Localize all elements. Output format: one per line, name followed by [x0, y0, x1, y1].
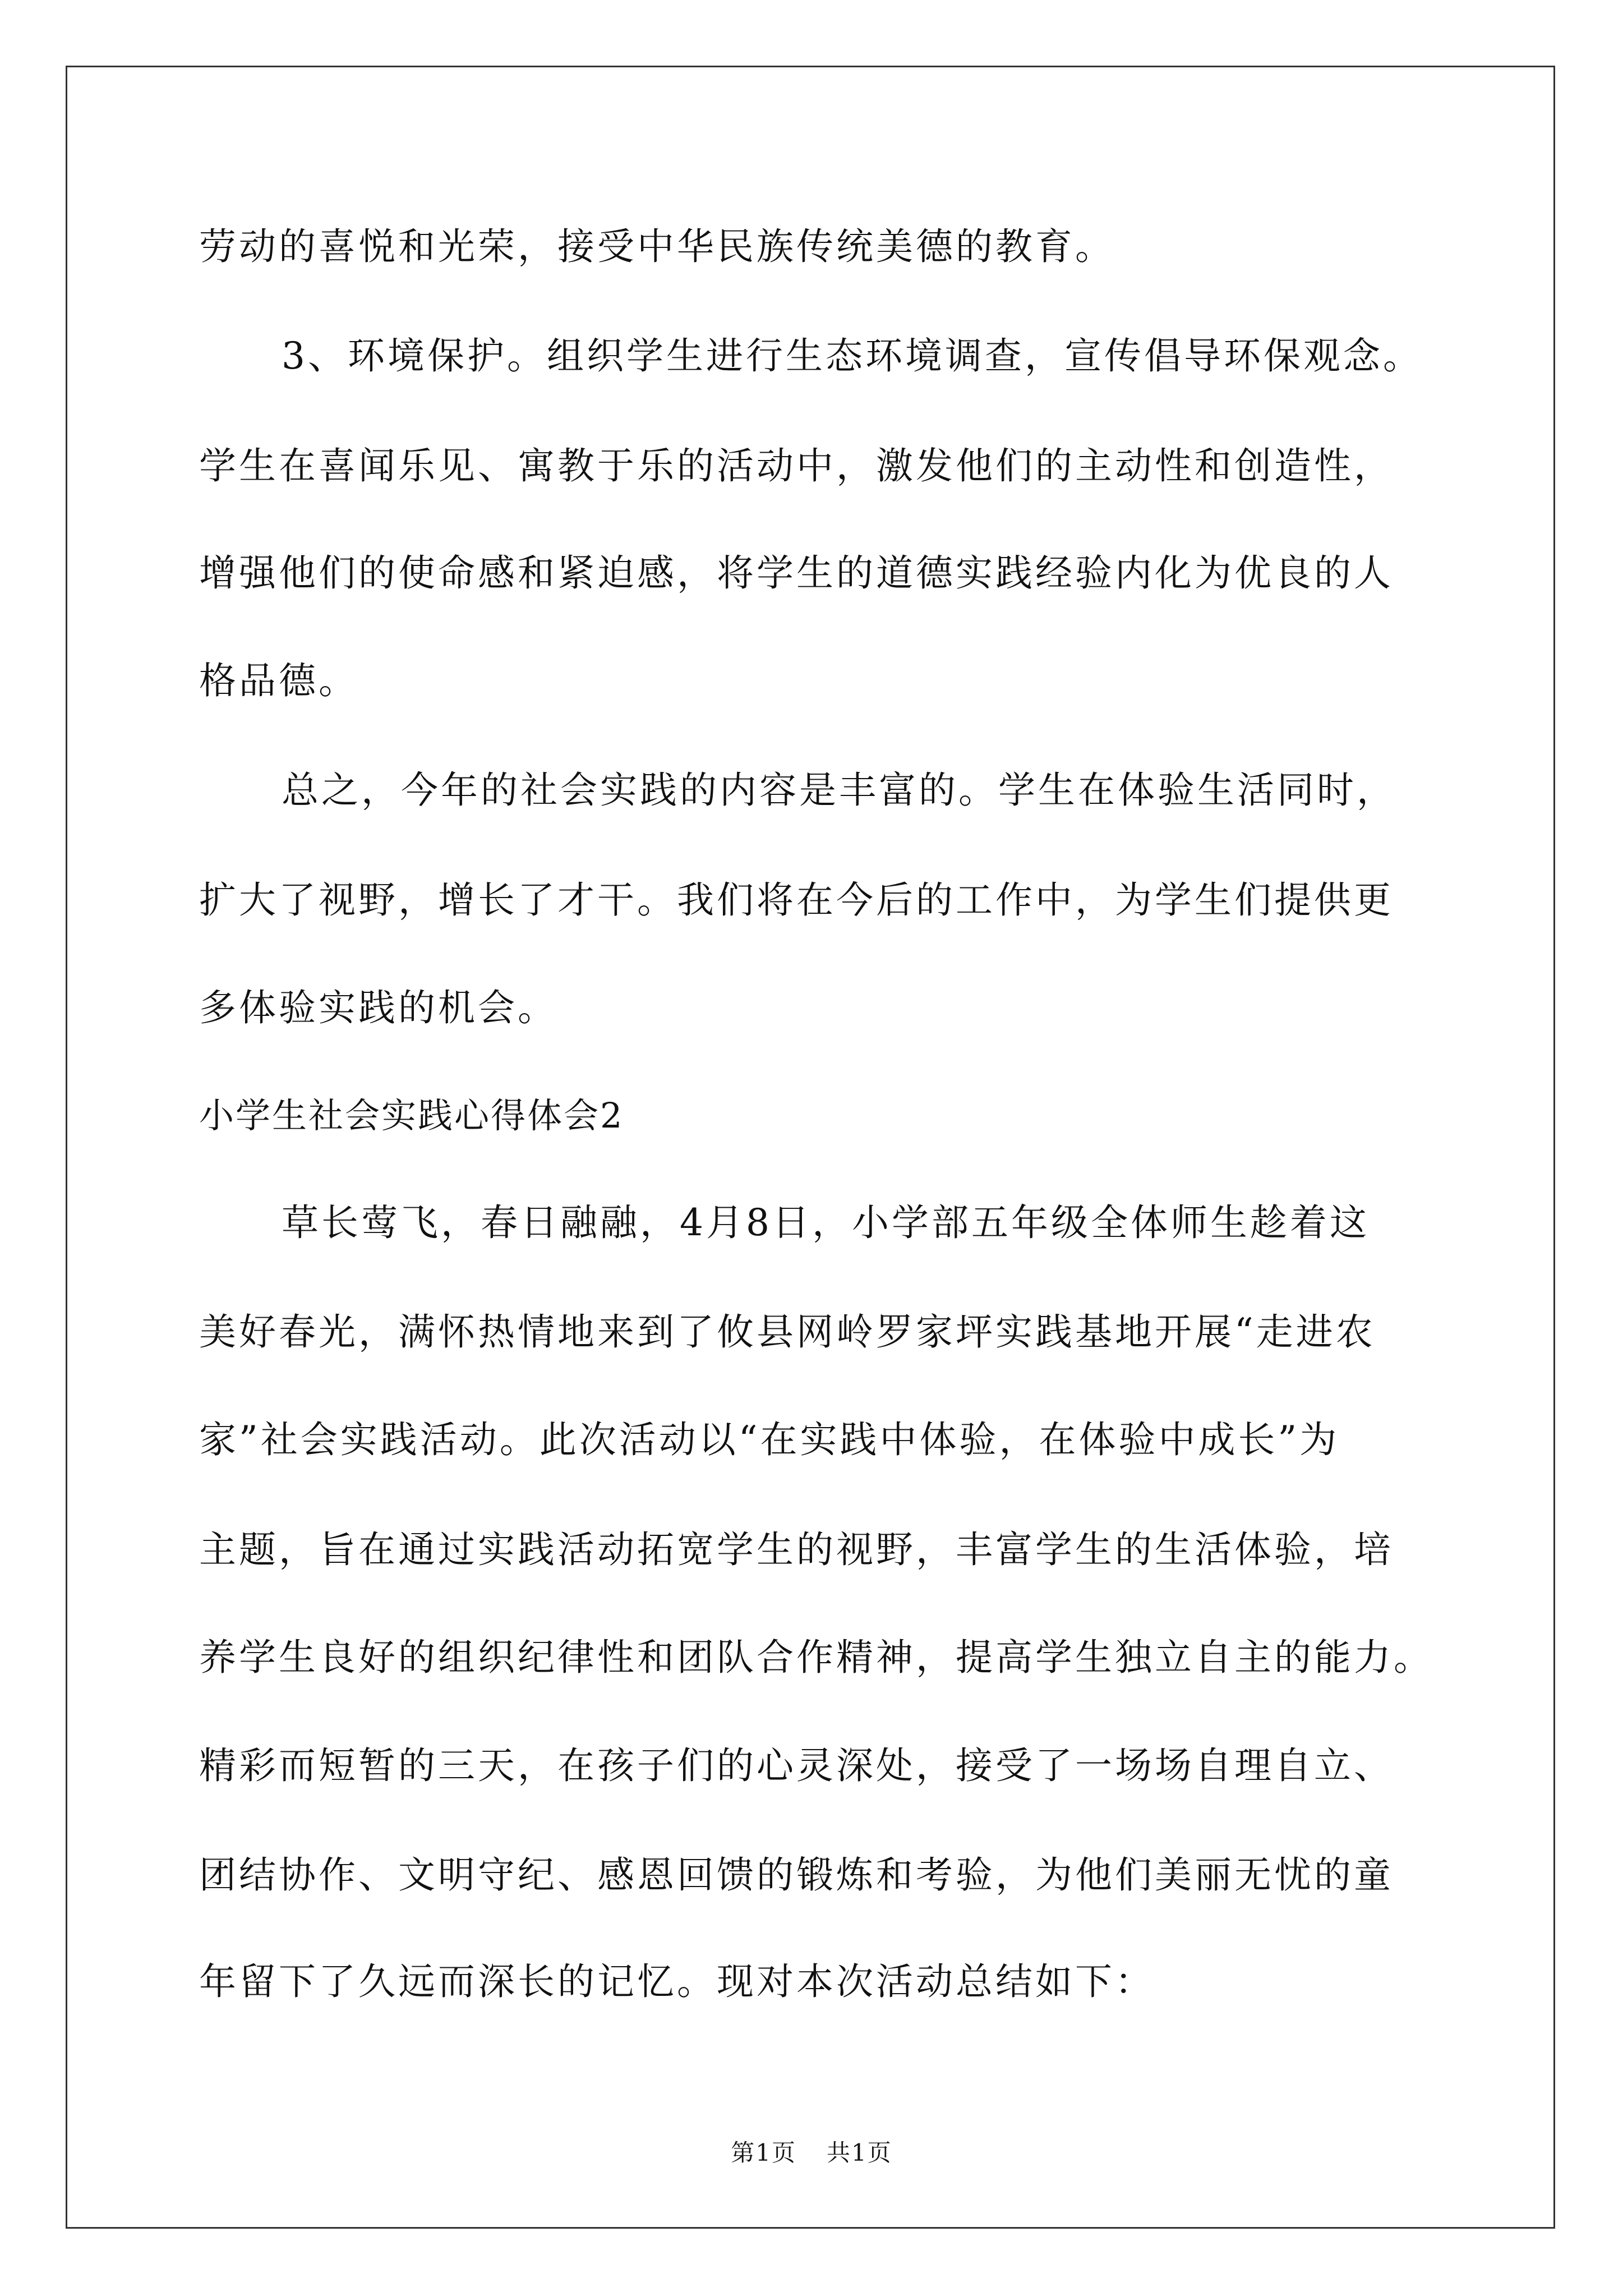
paragraph-line: 劳动的喜悦和光荣，接受中华民族传统美德的教育。 — [199, 225, 1115, 268]
paragraph-line: 年留下了久远而深长的记忆。现对本次活动总结如下： — [199, 1960, 1155, 2003]
paragraph-line: 扩大了视野，增长了才干。我们将在今后的工作中，为学生们提供更 — [199, 878, 1394, 922]
page-border — [66, 66, 1555, 2229]
page-total: 共1页 — [827, 2139, 892, 2166]
page-number: 第1页 — [731, 2139, 796, 2166]
paragraph-line: 团结协作、文明守纪、感恩回馈的锻炼和考验，为他们美丽无忧的童 — [199, 1853, 1394, 1897]
paragraph-line: 学生在喜闻乐见、寓教于乐的活动中，激发他们的主动性和创造性， — [199, 444, 1394, 487]
paragraph-line: 增强他们的使命感和紧迫感，将学生的道德实践经验内化为优良的人 — [199, 551, 1394, 595]
section-heading: 小学生社会实践心得体会2 — [199, 1095, 624, 1136]
page-footer — [0, 2136, 1623, 2170]
paragraph-line: 多体验实践的机会。 — [199, 986, 557, 1029]
paragraph-line: 总之，今年的社会实践的内容是丰富的。学生在体验生活同时， — [282, 769, 1396, 812]
paragraph-line: 家”社会实践活动。此次活动以“在实践中体验，在体验中成长”为 — [199, 1418, 1340, 1461]
paragraph-line: 养学生良好的组织纪律性和团队合作精神，提高学生独立自主的能力。 — [199, 1636, 1433, 1679]
paragraph-line: 格品德。 — [199, 659, 358, 702]
paragraph-line: 美好春光，满怀热情地来到了攸县网岭罗家坪实践基地开展“走进农 — [199, 1310, 1376, 1354]
paragraph-line: 主题，旨在通过实践活动拓宽学生的视野，丰富学生的生活体验，培 — [199, 1528, 1394, 1571]
paragraph-line: 草长莺飞，春日融融，4月8日，小学部五年级全体师生趁着这 — [282, 1201, 1370, 1244]
paragraph-line: 3、环境保护。组织学生进行生态环境调查，宣传倡导环保观念。 — [282, 334, 1423, 378]
paragraph-line: 精彩而短暂的三天，在孩子们的心灵深处，接受了一场场自理自立、 — [199, 1744, 1394, 1787]
